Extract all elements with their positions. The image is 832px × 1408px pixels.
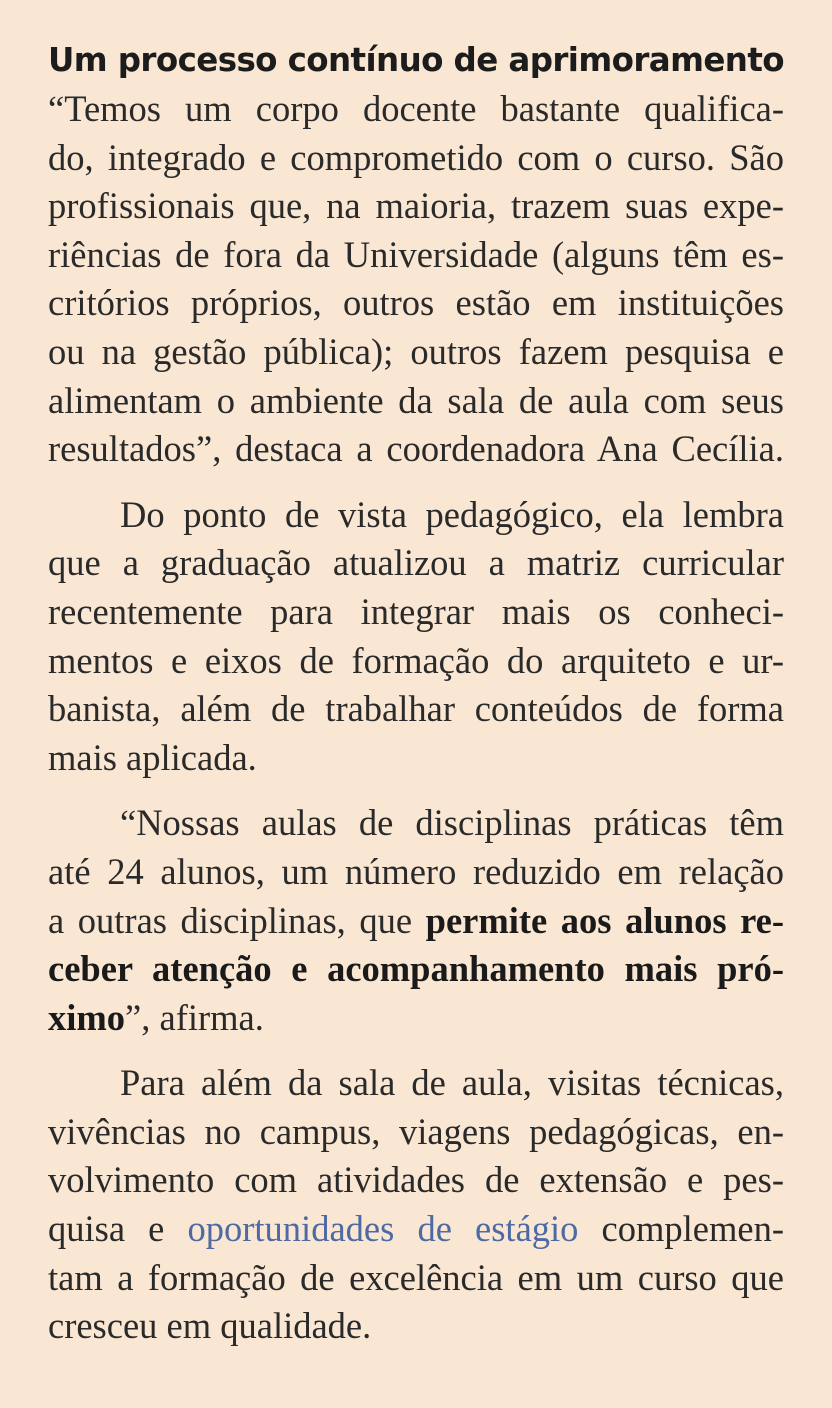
text-line: mentos e eixos de formação do arquiteto e ur-	[48, 639, 784, 681]
article-title: Um processo contínuo de aprimoramento	[48, 41, 784, 79]
text-line: que a graduação atualizou a matriz curricular	[48, 542, 784, 584]
text-line: volvimento com atividades de extensão e pes-	[48, 1159, 784, 1201]
internship-link[interactable]: oportunidades de estágio	[187, 1208, 579, 1250]
text-run: quisa e	[48, 1208, 188, 1250]
text-line: ou na gestão pública); outros fazem pesquisa e	[48, 330, 784, 372]
text-run: complemen-	[578, 1208, 784, 1250]
text-line: banista, além de trabalhar conteúdos de forma	[48, 688, 784, 730]
paragraph-4	[48, 1059, 784, 1351]
text-run: ”, afirma.	[125, 996, 264, 1038]
text-line: vivências no campus, viagens pedagógicas, en-	[48, 1110, 784, 1152]
text-line: alimentam o ambiente da sala de aula com seus	[48, 379, 784, 421]
text-line: Do ponto de vista pedagógico, ela lembra	[120, 493, 784, 535]
paragraph-1	[48, 85, 784, 474]
article	[48, 36, 784, 1351]
text-run: a outras disciplinas, que	[48, 899, 426, 941]
text-line: profissionais que, na maioria, trazem suas expe-	[48, 185, 784, 227]
text-line	[48, 897, 784, 946]
text-line: recentemente para integrar mais os conheci-	[48, 590, 784, 632]
text-line: “Nossas aulas de disciplinas práticas têm	[120, 802, 784, 844]
text-line: riências de fora da Universidade (alguns têm es-	[48, 233, 784, 275]
paragraph-2	[48, 491, 784, 783]
text-line	[48, 994, 784, 1043]
emphasis-text: ximo	[48, 996, 126, 1038]
text-line: do, integrado e comprometido com o curso. São	[48, 136, 784, 178]
text-line: Para além da sala de aula, visitas técnicas,	[120, 1062, 784, 1104]
text-line: tam a formação de excelência em um curso que	[48, 1256, 784, 1298]
emphasis-text: ceber atenção e acompanhamento mais pró-	[48, 948, 784, 990]
text-line: critórios próprios, outros estão em instituições	[48, 282, 784, 324]
text-line: até 24 alunos, um número reduzido em relação	[48, 850, 784, 892]
text-line: mais aplicada.	[48, 736, 257, 778]
text-line: “Temos um corpo docente bastante qualifica-	[48, 88, 784, 129]
paragraph-3	[48, 799, 784, 1042]
text-line	[48, 1205, 784, 1254]
text-line: cresceu em qualidade.	[48, 1305, 372, 1347]
text-line: resultados”, destaca a coordenadora Ana Cecília.	[48, 428, 784, 470]
emphasis-text: permite aos alunos re-	[425, 899, 784, 941]
